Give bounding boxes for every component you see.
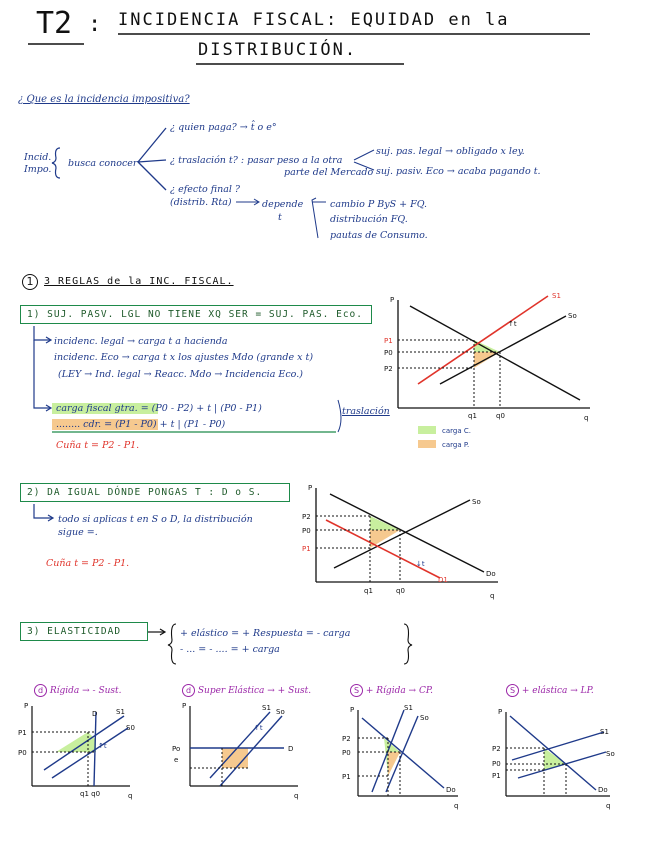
- graph1-label-p0: P0: [384, 349, 393, 357]
- graph1-label-q0: q0: [496, 412, 505, 420]
- mini-graph-4-p2: P2: [492, 745, 501, 753]
- mini-graph-1-p1: P1: [18, 729, 27, 737]
- mini-graph-4-axis-p: P: [498, 708, 503, 716]
- rule3-box: 3) ELASTICIDAD: [20, 622, 148, 641]
- rule1-bullet-3: (LEY → Ind. legal → Reacc. Mdo → Incidencia Eco.): [58, 369, 303, 380]
- graph2-down-t: ↓t: [416, 560, 425, 568]
- rule1-bullet-2: incidenc. Eco → carga t x los ajustes Mdo (grande x t): [54, 352, 314, 363]
- mini-graph-3-axis-q: q: [454, 802, 459, 810]
- mini-graph-4-axis-q: q: [606, 802, 611, 810]
- graph1-up-t: ↑t: [508, 320, 517, 328]
- mini-graph-4-s1: S1: [600, 728, 609, 736]
- mini-graph-3-axis-p: P: [350, 706, 355, 714]
- mini-graph-4-p0: P0: [492, 760, 501, 768]
- mini-graph-3-so: So: [420, 714, 429, 722]
- mini-graph-4-circle: S: [506, 684, 519, 697]
- graph2-label-p1: P1: [302, 545, 311, 553]
- graph1-axis-p: P: [390, 296, 395, 304]
- mini-graph-2-e: e: [174, 756, 179, 764]
- intro-q3-r1: cambio P ByS + FQ.: [330, 199, 428, 210]
- intro-q2b: parte del Mercado: [284, 167, 374, 178]
- intro-q3-r3: pautas de Consumo.: [330, 230, 428, 241]
- intro-q3b: (distrib. Rta): [170, 197, 232, 208]
- mini-graph-1-title-text: Rígida → - Sust.: [49, 686, 122, 696]
- topic-code: T2: [36, 6, 73, 41]
- intro-question: ¿ Que es la incidencia impositiva?: [18, 94, 190, 105]
- mini-graph-2-s1: S1: [262, 704, 271, 712]
- topic-colon: :: [88, 12, 104, 37]
- mini-graph-1-d: D: [92, 710, 98, 718]
- intro-q2: ¿ traslación t? : pasar peso a la otra: [170, 155, 343, 166]
- graph2-label-p0: P0: [302, 527, 311, 535]
- mini-graph-1-s1: S1: [116, 708, 125, 716]
- mini-graph-1-qx: q1 q0: [80, 790, 101, 798]
- mini-graph-3-p2: P2: [342, 735, 351, 743]
- rule2-bullet-1: todo si aplicas t en S o D, la distribución: [58, 514, 253, 525]
- rule3-line-1: + elástico = + Respuesta = - carga: [180, 628, 351, 639]
- mini-graph-2-axis-p: P: [182, 702, 187, 710]
- rule1-bullet-1: incidenc. legal → carga t a hacienda: [54, 336, 228, 347]
- mini-graph-2-p0: Po: [172, 745, 181, 753]
- mini-graph-4-p1: P1: [492, 772, 501, 780]
- mini-graph-4-do: Do: [598, 786, 608, 794]
- graph1-axis-q: q: [584, 414, 589, 422]
- rule1-traslacion: traslación: [342, 406, 390, 417]
- graph2-label-q0: q0: [396, 587, 405, 595]
- mini-graph-2-circle: d: [182, 684, 195, 697]
- graph2-axis-p: P: [308, 484, 313, 492]
- mini-graph-1-axis-p: P: [24, 702, 29, 710]
- rule1-carga-gtra: carga fiscal gtra. = (P0 - P2) + t | (P0 - P1): [56, 403, 262, 414]
- graph2-label-so: So: [472, 498, 481, 506]
- rule1-cuna: Cuña t = P2 - P1.: [56, 440, 140, 451]
- rule1-box: 1) SUJ. PASV. LGL NO TIENE XQ SER = SUJ. PAS. Eco.: [20, 305, 372, 324]
- mini-graph-2-title-text: Super Elástica → + Sust.: [197, 686, 312, 696]
- graph2-label-d1: D1: [438, 576, 448, 584]
- intro-q3-r2: distribución FQ.: [330, 214, 408, 225]
- rule1-carga-cdr: ........ cdr. = (P1 - P0) + t | (P1 - P0): [56, 419, 226, 430]
- intro-left-label-2: Impo.: [24, 164, 52, 175]
- intro-q2-r1: suj. pas. legal → obligado x ley.: [376, 146, 525, 157]
- section1-heading: 3 REGLAS de la INC. FISCAL.: [44, 276, 234, 287]
- mini-graph-4-title-text: + elástica → LP.: [521, 686, 594, 696]
- mini-graph-3-title-text: + Rígida → CP.: [365, 686, 433, 696]
- graph2-label-do: Do: [486, 570, 496, 578]
- mini-graph-3-circle: S: [350, 684, 363, 697]
- intro-q1: ¿ quien paga? → t̂ o e°: [170, 122, 277, 133]
- rule2-bullet-1b: sigue =.: [58, 527, 98, 538]
- graph1-legend-c: carga C.: [442, 427, 471, 435]
- mini-graph-1-so: S0: [126, 724, 135, 732]
- mini-graph-3-do: Do: [446, 786, 456, 794]
- graph2-axis-q: q: [490, 592, 495, 600]
- intro-left-label-1: Incid.: [24, 152, 52, 163]
- graph2-label-q1: q1: [364, 587, 373, 595]
- intro-q2-r2: suj. pasiv. Eco → acaba pagando t.: [376, 166, 541, 177]
- mini-graph-1-p0: P0: [18, 749, 27, 757]
- graph1-label-q1: q1: [468, 412, 477, 420]
- mini-graph-2-d: D: [288, 745, 294, 753]
- mini-graph-1-circle: d: [34, 684, 47, 697]
- mini-graph-2-t: ↑t: [254, 724, 263, 732]
- section1-number: 1: [22, 274, 38, 290]
- mini-graph-3-p1: P1: [342, 773, 351, 781]
- graph1-legend-p: carga P.: [442, 441, 470, 449]
- mini-graph-3-p0: P0: [342, 749, 351, 757]
- graph1-label-so: So: [568, 312, 577, 320]
- mini-graph-2-so: So: [276, 708, 285, 716]
- graph1-label-s1: S1: [552, 292, 561, 300]
- mini-graph-1-t: ↑t: [98, 742, 107, 750]
- intro-t-symbol: t: [278, 212, 282, 223]
- page-title-line2: DISTRIBUCIÓN.: [198, 40, 358, 60]
- graph1-label-p2: P2: [384, 365, 393, 373]
- intro-busca: busca conocer: [68, 158, 138, 169]
- mini-graph-1-axis-q: q: [128, 792, 133, 800]
- graph1-label-p1: P1: [384, 337, 393, 345]
- mini-graph-3-s1: S1: [404, 704, 413, 712]
- page-title-line1: INCIDENCIA FISCAL: EQUIDAD en la: [118, 10, 510, 30]
- rule2-cuna: Cuña t = P2 - P1.: [46, 558, 130, 569]
- intro-q3: ¿ efecto final ?: [170, 184, 241, 195]
- graph2-label-p2: P2: [302, 513, 311, 521]
- rule3-line-2: - ... = - .... = + carga: [180, 644, 280, 655]
- intro-depende: depende: [262, 199, 304, 210]
- mini-graph-2-axis-q: q: [294, 792, 299, 800]
- rule2-box: 2) DA IGUAL DÓNDE PONGAS T : D o S.: [20, 483, 290, 502]
- mini-graph-4-so: So: [606, 750, 615, 758]
